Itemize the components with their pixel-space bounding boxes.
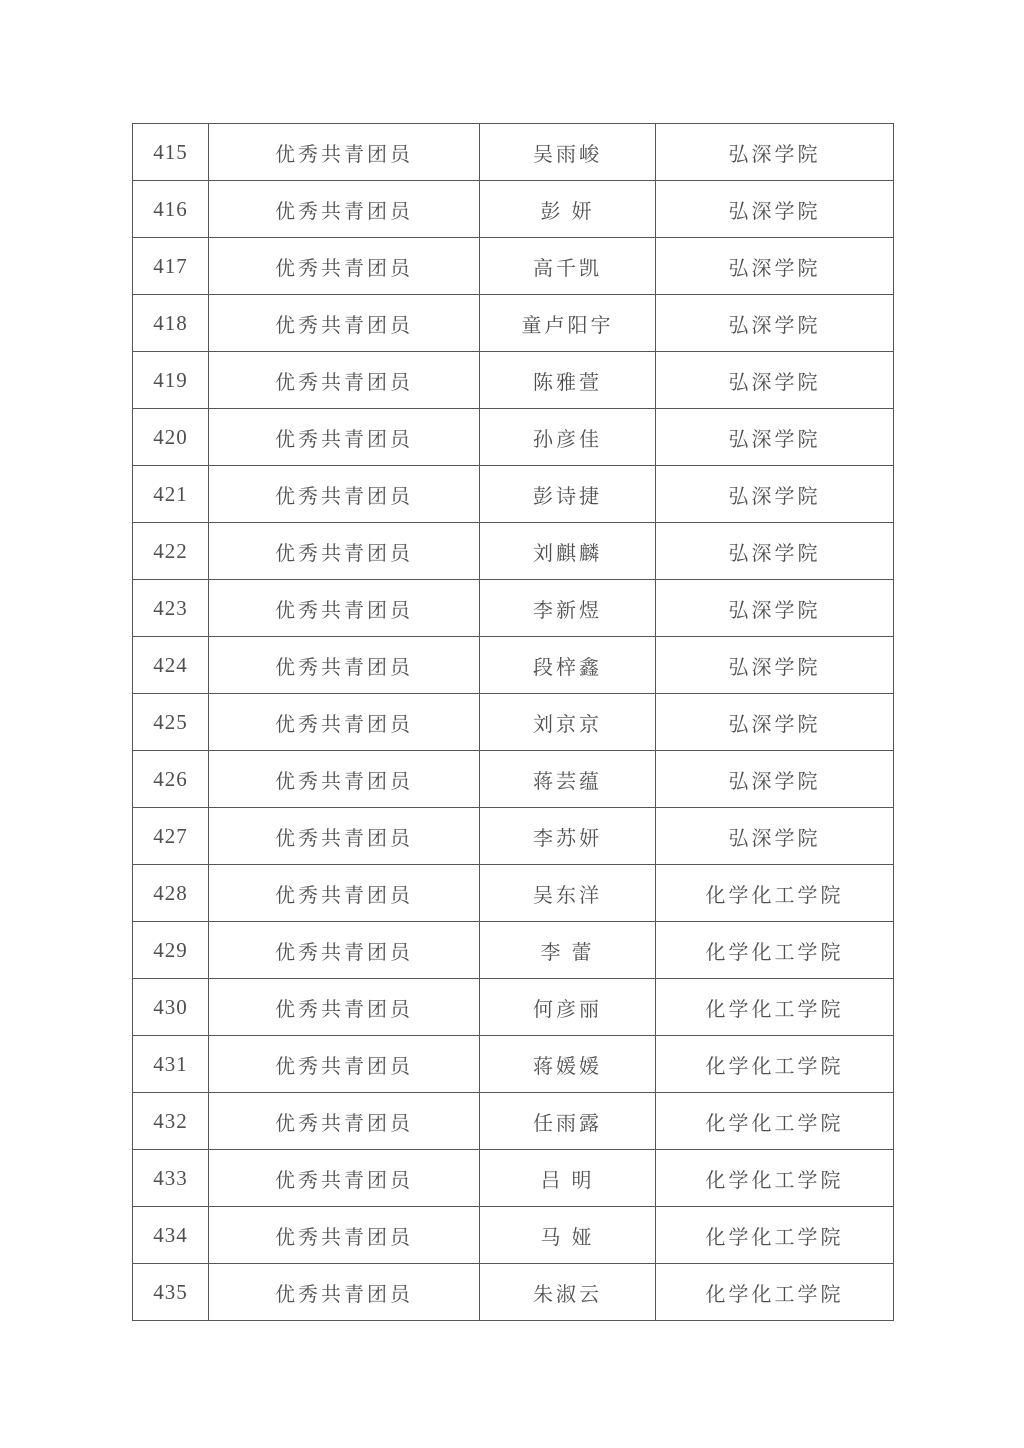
row-number-cell: 427 [133, 808, 209, 865]
row-number-cell: 428 [133, 865, 209, 922]
award-title-cell: 优秀共青团员 [209, 865, 480, 922]
award-title-cell: 优秀共青团员 [209, 922, 480, 979]
award-title-cell: 优秀共青团员 [209, 1207, 480, 1264]
table-row [133, 1036, 894, 1093]
student-name-cell: 刘京京 [480, 694, 656, 751]
student-name-cell: 高千凯 [480, 238, 656, 295]
row-number-cell: 433 [133, 1150, 209, 1207]
table-row [133, 808, 894, 865]
student-name-cell: 吴雨峻 [480, 124, 656, 181]
table-row [133, 238, 894, 295]
row-number-cell: 425 [133, 694, 209, 751]
table-row [133, 751, 894, 808]
award-table-body [133, 124, 894, 1321]
college-cell: 化学化工学院 [656, 1093, 894, 1150]
college-cell: 弘深学院 [656, 124, 894, 181]
award-title-cell: 优秀共青团员 [209, 523, 480, 580]
college-cell: 化学化工学院 [656, 1036, 894, 1093]
award-title-cell: 优秀共青团员 [209, 1093, 480, 1150]
award-title-cell: 优秀共青团员 [209, 580, 480, 637]
student-name-cell: 彭诗捷 [480, 466, 656, 523]
student-name-cell: 吴东洋 [480, 865, 656, 922]
student-name-cell: 蒋媛媛 [480, 1036, 656, 1093]
college-cell: 化学化工学院 [656, 922, 894, 979]
table-row [133, 409, 894, 466]
row-number-cell: 420 [133, 409, 209, 466]
college-cell: 化学化工学院 [656, 865, 894, 922]
row-number-cell: 424 [133, 637, 209, 694]
student-name-cell: 任雨露 [480, 1093, 656, 1150]
row-number-cell: 435 [133, 1264, 209, 1321]
college-cell: 化学化工学院 [656, 979, 894, 1036]
table-row [133, 181, 894, 238]
table-row [133, 1207, 894, 1264]
row-number-cell: 431 [133, 1036, 209, 1093]
row-number-cell: 417 [133, 238, 209, 295]
award-title-cell: 优秀共青团员 [209, 181, 480, 238]
award-title-cell: 优秀共青团员 [209, 409, 480, 466]
table-row [133, 124, 894, 181]
college-cell: 弘深学院 [656, 409, 894, 466]
award-title-cell: 优秀共青团员 [209, 694, 480, 751]
award-title-cell: 优秀共青团员 [209, 466, 480, 523]
award-title-cell: 优秀共青团员 [209, 1264, 480, 1321]
table-row [133, 1264, 894, 1321]
row-number-cell: 418 [133, 295, 209, 352]
college-cell: 弘深学院 [656, 637, 894, 694]
college-cell: 弘深学院 [656, 238, 894, 295]
student-name-cell: 吕 明 [480, 1150, 656, 1207]
student-name-cell: 陈雅萱 [480, 352, 656, 409]
table-row [133, 352, 894, 409]
award-title-cell: 优秀共青团员 [209, 238, 480, 295]
college-cell: 弘深学院 [656, 466, 894, 523]
row-number-cell: 429 [133, 922, 209, 979]
college-cell: 弘深学院 [656, 295, 894, 352]
college-cell: 化学化工学院 [656, 1264, 894, 1321]
row-number-cell: 422 [133, 523, 209, 580]
award-title-cell: 优秀共青团员 [209, 808, 480, 865]
student-name-cell: 刘麒麟 [480, 523, 656, 580]
college-cell: 弘深学院 [656, 808, 894, 865]
table-row [133, 865, 894, 922]
student-name-cell: 马 娅 [480, 1207, 656, 1264]
table-row [133, 295, 894, 352]
college-cell: 化学化工学院 [656, 1207, 894, 1264]
college-cell: 弘深学院 [656, 751, 894, 808]
row-number-cell: 419 [133, 352, 209, 409]
award-title-cell: 优秀共青团员 [209, 352, 480, 409]
award-title-cell: 优秀共青团员 [209, 979, 480, 1036]
student-name-cell: 李新煜 [480, 580, 656, 637]
student-name-cell: 李苏妍 [480, 808, 656, 865]
table-row [133, 580, 894, 637]
college-cell: 弘深学院 [656, 580, 894, 637]
table-row [133, 922, 894, 979]
student-name-cell: 童卢阳宇 [480, 295, 656, 352]
row-number-cell: 432 [133, 1093, 209, 1150]
table-row [133, 466, 894, 523]
college-cell: 弘深学院 [656, 352, 894, 409]
college-cell: 弘深学院 [656, 694, 894, 751]
college-cell: 化学化工学院 [656, 1150, 894, 1207]
award-title-cell: 优秀共青团员 [209, 124, 480, 181]
student-name-cell: 朱淑云 [480, 1264, 656, 1321]
table-row [133, 637, 894, 694]
student-name-cell: 孙彦佳 [480, 409, 656, 466]
row-number-cell: 426 [133, 751, 209, 808]
student-name-cell: 李 蕾 [480, 922, 656, 979]
student-name-cell: 段梓鑫 [480, 637, 656, 694]
row-number-cell: 423 [133, 580, 209, 637]
student-name-cell: 彭 妍 [480, 181, 656, 238]
row-number-cell: 430 [133, 979, 209, 1036]
student-name-cell: 何彦丽 [480, 979, 656, 1036]
row-number-cell: 415 [133, 124, 209, 181]
table-row [133, 1150, 894, 1207]
student-name-cell: 蒋芸蕴 [480, 751, 656, 808]
award-table [132, 123, 894, 1321]
award-title-cell: 优秀共青团员 [209, 1150, 480, 1207]
award-title-cell: 优秀共青团员 [209, 637, 480, 694]
table-row [133, 979, 894, 1036]
college-cell: 弘深学院 [656, 523, 894, 580]
table-row [133, 523, 894, 580]
table-row [133, 694, 894, 751]
college-cell: 弘深学院 [656, 181, 894, 238]
row-number-cell: 434 [133, 1207, 209, 1264]
table-row [133, 1093, 894, 1150]
row-number-cell: 421 [133, 466, 209, 523]
award-title-cell: 优秀共青团员 [209, 1036, 480, 1093]
row-number-cell: 416 [133, 181, 209, 238]
award-title-cell: 优秀共青团员 [209, 295, 480, 352]
award-title-cell: 优秀共青团员 [209, 751, 480, 808]
